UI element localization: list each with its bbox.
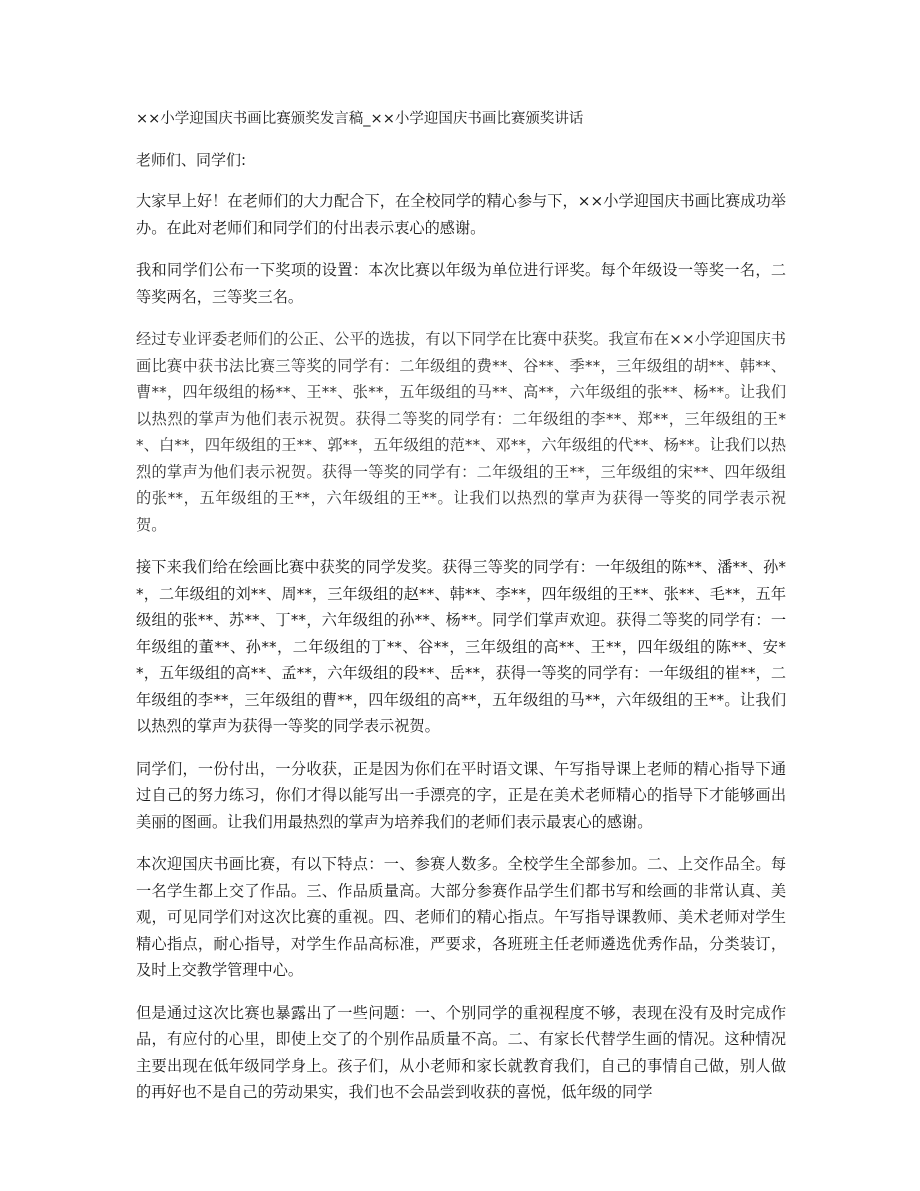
paragraph-greeting: 大家早上好！在老师们的大力配合下，在全校同学的精心参与下，××小学迎国庆书画比赛成功举办。在此对老师们和同学们的付出表示衷心的感谢。 — [136, 192, 786, 237]
paragraph-thanks-teachers: 同学们，一份付出，一分收获，正是因为你们在平时语文课、午写指导课上老师的精心指导下通过自己的努力练习，你们才得以能写出一手漂亮的字，正是在美术老师精心的指导下才能够画出美丽的图画。让我们用最热烈的掌声为培养我们的老师们表示最衷心的感谢。 — [136, 759, 786, 831]
document-page — [136, 108, 786, 1122]
paragraph-award-settings: 我和同学们公布一下奖项的设置：本次比赛以年级为单位进行评奖。每个年级设一等奖一名，二等奖两名，三等奖三名。 — [136, 261, 786, 306]
paragraph-problems: 但是通过这次比赛也暴露出了一些问题：一、个别同学的重视程度不够，表现在没有及时完成作品，有应付的心里，即使上交了的个别作品质量不高。二、有家长代替学生画的情况。这种情况主要出现在低年级同学身上。孩子们，从小老师和家长就教育我们，自己的事情自己做，别人做的再好也不是自己的劳动果实，我们也不会品尝到收获的喜悦，低年级的同学 — [136, 1003, 786, 1101]
salutation: 老师们、同学们: — [136, 151, 247, 169]
paragraph-calligraphy-winners: 经过专业评委老师们的公正、公平的选拔，有以下同学在比赛中获奖。我宣布在××小学迎国庆书画比赛中获书法比赛三等奖的同学有：二年级组的费**、谷**、季**，三年级组的胡**、韩**、曹**，四年级组的杨**、王**、张**，五年级组的马**、高**，六年级组的张**、杨**。让我们以热烈的掌声为他们表示祝贺。获得二等奖的同学有：二年级组的李**、郑**，三年级组的王**、白**，四年级组的王**、郭**，五年级组的范**、邓**，六年级组的代**、杨**。让我们以热烈的掌声为他们表示祝贺。获得一等奖的同学有：二年级组的王**，三年级组的宋**、四年级组的张**，五年级组的王**，六年级组的王**。让我们以热烈的掌声为获得一等奖的同学表示祝贺。 — [136, 330, 787, 534]
paragraph-features: 本次迎国庆书画比赛，有以下特点：一、参赛人数多。全校学生全部参加。二、上交作品全。每一名学生都上交了作品。三、作品质量高。大部分参赛作品学生们都书写和绘画的非常认真、美观，可见同学们对这次比赛的重视。四、老师们的精心指点。午写指导课教师、美术老师对学生精心指点，耐心指导，对学生作品高标准，严要求，各班班主任老师遴选优秀作品，分类装订，及时上交教学管理中心。 — [136, 855, 786, 979]
paragraph-painting-winners: 接下来我们给在绘画比赛中获奖的同学发奖。获得三等奖的同学有：一年级组的陈**、潘**、孙**，二年级组的刘**、周**，三年级组的赵**、韩**、李**，四年级组的王**、张**、毛**，五年级组的张**、苏**、丁**，六年级组的孙**、杨**。同学们掌声欢迎。获得二等奖的同学有：一年级组的董**、孙**，二年级组的丁**、谷**，三年级组的高**、王**，四年级组的陈**、安**，五年级组的高**、孟**，六年级组的段**、岳**，获得一等奖的同学有：一年级组的崔**，二年级组的李**，三年级组的曹**，四年级组的高**，五年级组的马**，六年级组的王**。让我们以热烈的掌声为获得一等奖的同学表示祝贺。 — [136, 558, 786, 735]
document-title: ××小学迎国庆书画比赛颁奖发言稿_××小学迎国庆书画比赛颁奖讲话 — [136, 111, 584, 127]
